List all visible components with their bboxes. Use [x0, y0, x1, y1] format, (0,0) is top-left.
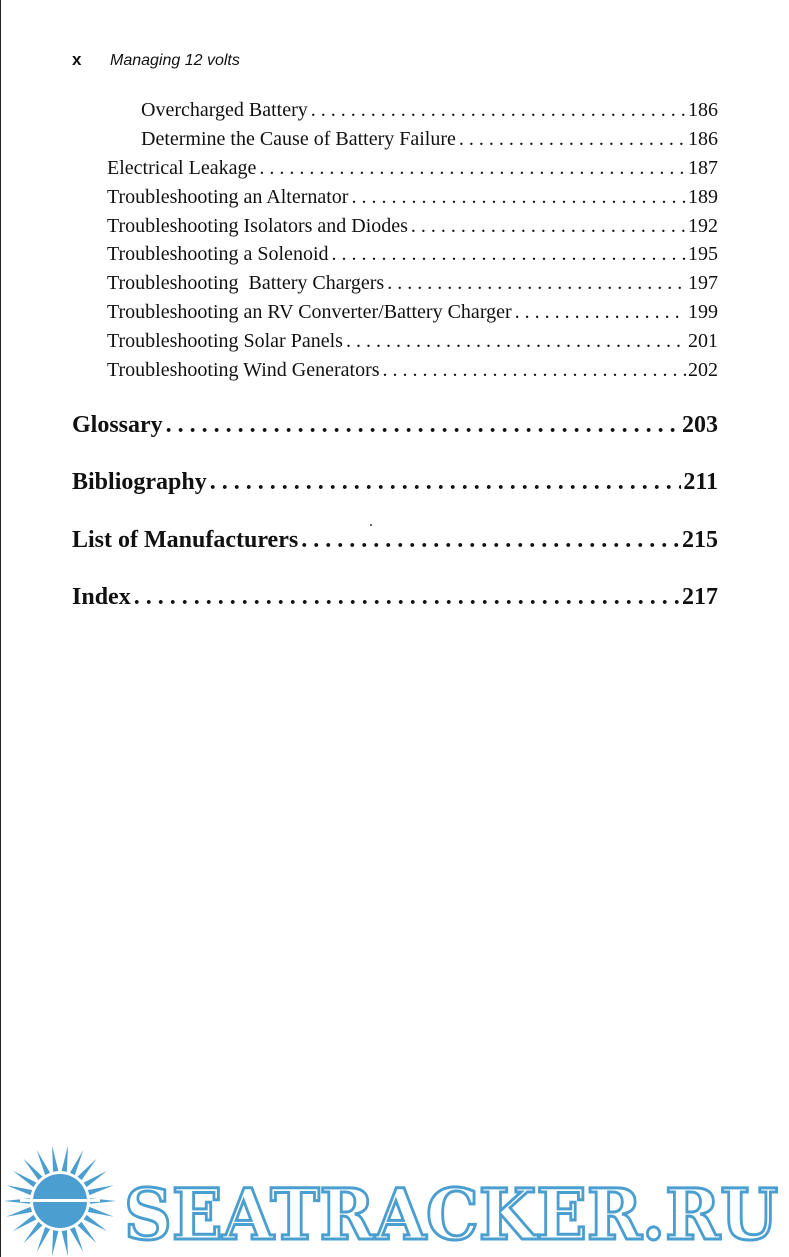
sun-icon — [4, 1146, 116, 1257]
sun-ray — [84, 1171, 107, 1187]
sun-ray — [88, 1185, 114, 1195]
toc-entry-page: 202 — [688, 359, 718, 382]
toc-entry-page: 195 — [688, 243, 718, 266]
sun-ray — [88, 1207, 114, 1217]
dot-leader — [329, 240, 687, 269]
dot-leader — [408, 212, 686, 241]
toc-entry-overcharged-battery[interactable] — [72, 96, 718, 125]
sun-ray — [37, 1150, 50, 1175]
toc-chapter-index[interactable] — [72, 569, 718, 627]
toc-entry-title: Troubleshooting a Solenoid — [107, 243, 329, 266]
header-page-number: x — [72, 50, 82, 69]
toc-chapter-bibliography[interactable] — [72, 454, 718, 512]
dot-leader — [380, 356, 686, 385]
sun-ray — [13, 1171, 36, 1187]
toc-entry-page: 199 — [688, 301, 718, 324]
sun-ray — [84, 1215, 107, 1231]
sun-ray — [52, 1146, 58, 1172]
stray-mark — [370, 524, 372, 526]
toc-entry-title: Overcharged Battery — [141, 99, 308, 121]
toc-entry-page: 201 — [688, 330, 718, 353]
toc-entry-battery-failure[interactable] — [72, 125, 718, 154]
toc-entry-alternator[interactable] — [72, 183, 718, 212]
dot-leader — [163, 397, 680, 455]
dot-leader — [384, 269, 686, 298]
sun-ray — [23, 1222, 42, 1244]
dot-leader — [456, 125, 686, 154]
toc-entry-page: 192 — [688, 214, 718, 237]
toc-entry-battery-chargers[interactable] — [72, 269, 718, 298]
toc-chapter-title: Index — [72, 584, 131, 611]
sun-ray — [6, 1185, 32, 1195]
toc-entry-wind-generators[interactable] — [72, 356, 718, 385]
dot-leader — [512, 298, 686, 327]
toc-entry-page: 197 — [688, 272, 718, 295]
toc-entry-title: Troubleshooting Wind Generators — [107, 359, 380, 382]
toc-chapter-page: 203 — [682, 411, 718, 438]
toc-entry-title: Electrical Leakage — [107, 156, 257, 179]
sun-ray — [37, 1227, 50, 1252]
toc-entry-title: Troubleshooting Solar Panels — [107, 330, 343, 353]
dot-leader — [207, 454, 682, 512]
toc-chapter-page: 211 — [683, 469, 718, 496]
sun-ray — [13, 1215, 36, 1231]
dot-leader — [131, 569, 680, 627]
section-spacer — [72, 385, 718, 397]
watermark-graphic — [0, 1135, 789, 1257]
sun-ray — [70, 1227, 83, 1252]
toc-entry-title: Determine the Cause of Battery Failure — [141, 127, 456, 150]
sun-horizon-stripe — [20, 1199, 100, 1202]
toc-chapter-title: Glossary — [72, 411, 163, 438]
toc-entry-rv-converter[interactable] — [72, 298, 718, 327]
sun-ray — [62, 1146, 68, 1172]
toc-entry-solar-panels[interactable] — [72, 327, 718, 356]
dot-leader — [256, 154, 686, 183]
toc-entry-page: 186 — [688, 99, 718, 121]
toc-entry-page: 186 — [688, 127, 718, 150]
toc-chapter-page: 217 — [682, 584, 718, 611]
dot-leader — [343, 327, 686, 356]
toc-chapter-manufacturers[interactable] — [72, 512, 718, 570]
toc-entry-title: Troubleshooting Isolators and Diodes — [107, 214, 408, 237]
toc-entry-solenoid[interactable] — [72, 240, 718, 269]
toc-chapter-title: Bibliography — [72, 469, 207, 496]
toc-entry-title: Troubleshooting an RV Converter/Battery Charger — [107, 301, 512, 324]
toc-entry-title: Troubleshooting Battery Chargers — [107, 272, 385, 295]
dot-leader — [348, 183, 686, 212]
page-edge — [0, 0, 1, 1257]
table-of-contents — [72, 96, 718, 627]
watermark — [0, 1135, 789, 1257]
toc-entry-page: 187 — [688, 156, 718, 179]
toc-entry-page: 189 — [688, 185, 718, 208]
toc-chapter-title: List of Manufacturers — [72, 526, 299, 553]
sun-ray — [6, 1207, 32, 1217]
header-book-title: Managing 12 volts — [110, 52, 240, 69]
toc-entry-electrical-leakage[interactable] — [72, 154, 718, 183]
toc-entry-isolators-diodes[interactable] — [72, 212, 718, 241]
sun-ray — [78, 1159, 97, 1181]
toc-entry-title: Troubleshooting an Alternator — [107, 185, 349, 208]
watermark-text: SEATRACKER.RU — [124, 1173, 778, 1256]
toc-chapter-glossary[interactable] — [72, 397, 718, 455]
running-header — [72, 50, 240, 70]
dot-leader — [298, 512, 680, 570]
sun-ray — [62, 1230, 68, 1256]
sun-ray — [78, 1222, 97, 1244]
toc-chapter-page: 215 — [682, 526, 718, 553]
sun-ray — [52, 1230, 58, 1256]
dot-leader — [308, 96, 686, 125]
sun-ray — [70, 1150, 83, 1175]
sun-ray — [23, 1159, 42, 1181]
